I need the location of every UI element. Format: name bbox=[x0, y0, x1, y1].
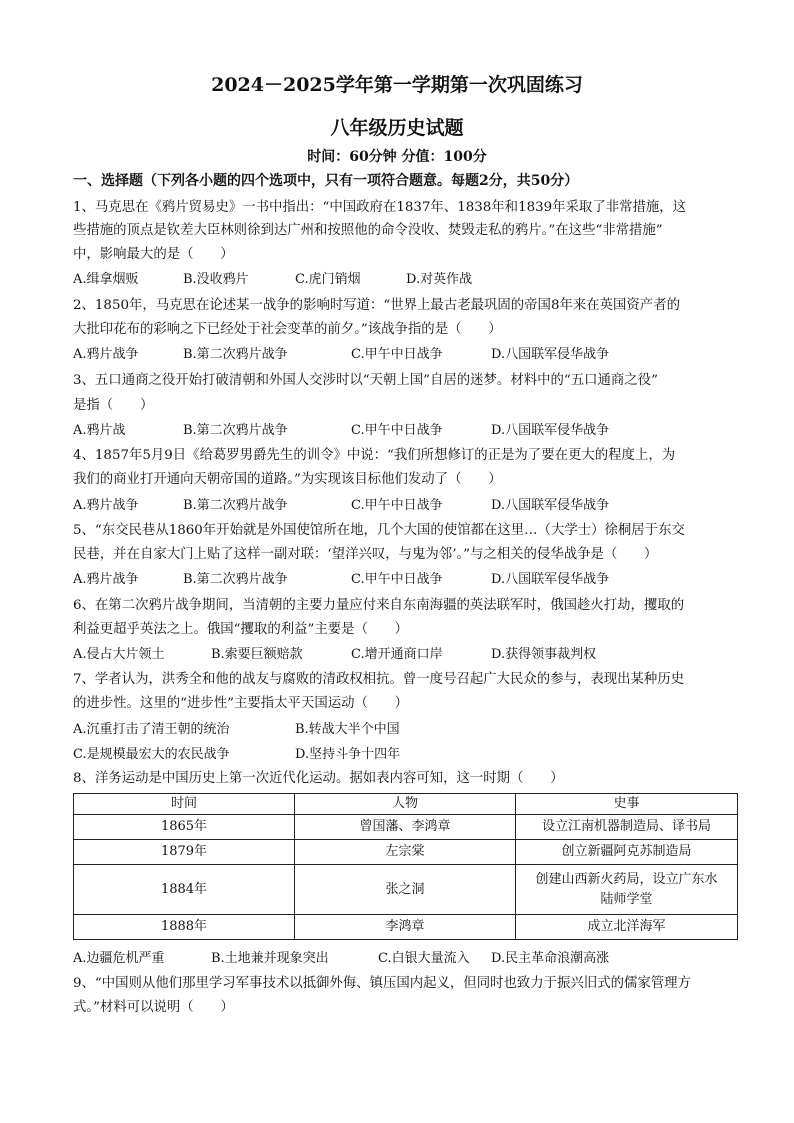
table-cell: 设立江南机器制造局、译书局 bbox=[516, 815, 738, 840]
question-line: 些措施的顶点是钦差大臣林则徐到达广州和按照他的命令没收、焚毁走私的鸦片。”在这些“非常措施” bbox=[73, 223, 663, 238]
question-line: 的进步性。这里的“进步性”主要指太平天国运动（ ） bbox=[73, 696, 409, 711]
exam-subtitle: 八年级历史试题 bbox=[330, 117, 464, 139]
option-c: C.增开通商口岸 bbox=[351, 647, 443, 662]
question-line: 3、五口通商之役开始打破清朝和外国人交涉时以“天朝上国”自居的迷梦。材料中的“五口通商之役” bbox=[73, 373, 658, 388]
question-line: 我们的商业打开通向天朝帝国的道路。”为实现该目标他们发动了（ ） bbox=[73, 472, 502, 487]
question-line: 1、马克思在《鸦片贸易史》一书中指出：“中国政府在1837年、1838年和1839年采取了非常措施，这 bbox=[73, 200, 687, 215]
option-d: D.对英作战 bbox=[406, 272, 473, 287]
option-d: D.八国联军侵华战争 bbox=[491, 347, 610, 362]
option-d: D.八国联军侵华战争 bbox=[491, 498, 610, 513]
table-cell: 创立新疆阿克苏制造局 bbox=[516, 840, 738, 865]
option-b: B.土地兼并现象突出 bbox=[211, 951, 329, 966]
table-row bbox=[74, 840, 738, 865]
question-line: 7、学者认为，洪秀全和他的战友与腐败的清政权相抗。曾一度号召起广大民众的参与，表现出某种历史 bbox=[73, 672, 685, 687]
option-d: D.坚持斗争十四年 bbox=[295, 747, 401, 762]
option-b: B.第二次鸦片战争 bbox=[183, 423, 288, 438]
question-line: 2、1850年，马克思在论述某一战争的影响时写道：“世界上最古老最巩固的帝国8年来在英国资产者的 bbox=[73, 298, 680, 313]
table-row bbox=[74, 915, 738, 940]
option-b: B.索要巨额赔款 bbox=[211, 647, 303, 662]
table-cell: 张之洞 bbox=[295, 865, 516, 915]
question-line: 6、在第二次鸦片战争期间，当清朝的主要力量应付来自东南海疆的英法联军时，俄国趁火打劫，攫取的 bbox=[73, 598, 685, 613]
option-b: B.没收鸦片 bbox=[183, 272, 249, 287]
table-row bbox=[74, 815, 738, 840]
table-header-cell: 史事 bbox=[516, 794, 738, 815]
option-c: C.甲午中日战争 bbox=[351, 423, 443, 438]
option-d: D.获得领事裁判权 bbox=[491, 647, 597, 662]
option-c: C.甲午中日战争 bbox=[351, 498, 443, 513]
table-cell: 1879年 bbox=[74, 840, 295, 865]
option-a: A.缉拿烟贩 bbox=[73, 272, 139, 287]
question-line: 中，影响最大的是（ ） bbox=[73, 247, 234, 262]
question-line: 利益更超乎英法之上。俄国“攫取的利益”主要是（ ） bbox=[73, 622, 409, 637]
option-b: B.第二次鸦片战争 bbox=[183, 347, 288, 362]
option-c: C.是规模最宏大的农民战争 bbox=[73, 747, 230, 762]
option-a: A.侵占大片领土 bbox=[73, 647, 165, 662]
question-line: 4、1857年5月9日《给葛罗男爵先生的训令》中说：“我们所想修订的正是为了要在更大的程度上，为 bbox=[73, 448, 676, 463]
option-d: D.八国联军侵华战争 bbox=[491, 572, 610, 587]
table-cell: 曾国藩、李鸿章 bbox=[295, 815, 516, 840]
table-cell: 1884年 bbox=[74, 865, 295, 915]
question-line: 式。”材料可以说明（ ） bbox=[73, 1000, 234, 1015]
exam-title: 2024－2025学年第一学期第一次巩固练习 bbox=[211, 74, 583, 96]
table-cell-line: 创建山西新火药局，设立广东水 bbox=[535, 871, 718, 887]
table-cell: 1888年 bbox=[74, 915, 295, 940]
option-d: D.八国联军侵华战争 bbox=[491, 423, 610, 438]
option-c: C.甲午中日战争 bbox=[351, 347, 443, 362]
question-line: 5、“东交民巷从1860年开始就是外国使馆所在地，几个大国的使馆都在这里…（大学士）徐桐居于东交 bbox=[73, 523, 685, 538]
option-c: C.甲午中日战争 bbox=[351, 572, 443, 587]
table-cell-line: 陆师学堂 bbox=[600, 891, 653, 907]
option-d: D.民主革命浪潮高涨 bbox=[491, 951, 610, 966]
question-line: 8、洋务运动是中国历史上第一次近代化运动。据如表内容可知，这一时期（ ） bbox=[73, 771, 564, 786]
table-cell: 成立北洋海军 bbox=[516, 915, 738, 940]
table-header-cell: 人物 bbox=[295, 794, 516, 815]
option-a: A.边疆危机严重 bbox=[73, 951, 165, 966]
section-heading: 一、选择题（下列各小题的四个选项中，只有一项符合题意。每题2分，共50分） bbox=[73, 173, 579, 189]
table-cell: 1865年 bbox=[74, 815, 295, 840]
option-a: A.鸦片战争 bbox=[73, 572, 139, 587]
option-a: A.沉重打击了清王朝的统治 bbox=[73, 722, 230, 737]
option-b: B.第二次鸦片战争 bbox=[183, 572, 288, 587]
option-a: A.鸦片战 bbox=[73, 423, 126, 438]
option-b: B.转战大半个中国 bbox=[295, 722, 400, 737]
table-header-cell: 时间 bbox=[74, 794, 295, 815]
question-line: 9、“中国则从他们那里学习军事技术以抵御外侮、镇压国内起义，但同时也致力于振兴旧式的儒家管理方 bbox=[73, 976, 691, 991]
question-line: 民巷，并在自家大门上贴了这样一副对联：‘望洋兴叹，与鬼为邻’。”与之相关的侵华战争是（ ） bbox=[73, 547, 658, 562]
question-line: 大批印花布的彩响之下已经处于社会变革的前夕。”该战争指的是（ ） bbox=[73, 322, 502, 337]
question-line: 是指（ ） bbox=[73, 398, 154, 413]
option-a: A.鸦片战争 bbox=[73, 498, 139, 513]
table-row bbox=[74, 865, 738, 915]
table-cell: 李鸿章 bbox=[295, 915, 516, 940]
option-b: B.第二次鸦片战争 bbox=[183, 498, 288, 513]
option-a: A.鸦片战争 bbox=[73, 347, 139, 362]
table-cell bbox=[516, 865, 738, 915]
history-table bbox=[73, 793, 738, 940]
option-c: C.虎门销烟 bbox=[295, 272, 361, 287]
exam-meta: 时间：60分钟 分值：100分 bbox=[307, 149, 487, 165]
option-c: C.白银大量流入 bbox=[378, 951, 470, 966]
table-cell: 左宗棠 bbox=[295, 840, 516, 865]
table-header-row bbox=[74, 794, 738, 815]
